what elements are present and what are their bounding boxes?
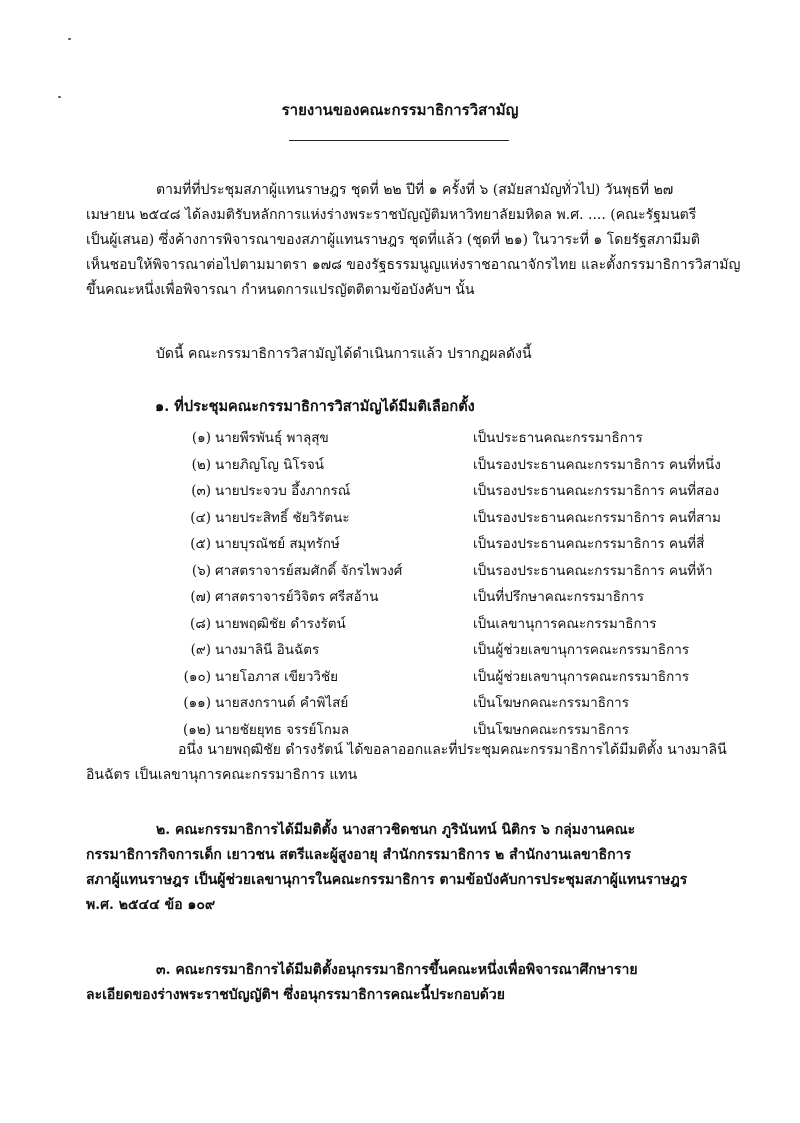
member-row	[165, 637, 765, 664]
note-paragraph	[86, 738, 748, 788]
note-line: อินฉัตร เป็นเลขานุการคณะกรรมาธิการ แทน	[86, 767, 358, 783]
member-role: เป็นรองประธานคณะกรรมาธิการ คนที่สอง	[473, 483, 720, 499]
member-row	[165, 558, 765, 585]
intro-line: เมษายน ๒๕๔๘ ได้ลงมติรับหลักการแห่งร่างพระราชบัญญัติมหาวิทยาลัยมหิดล พ.ศ. .... (คณะรัฐมนตรี	[86, 207, 697, 223]
member-role: เป็นรองประธานคณะกรรมาธิการ คนที่สาม	[473, 509, 721, 526]
intro-line: เป็นผู้เสนอ) ซึ่งค้างการพิจารณาของสภาผู้แทนราษฎร ชุดที่แล้ว (ชุดที่ ๒๑) ในวาระที่ ๑ โดยรัฐสภามีมติ	[86, 232, 700, 248]
member-name: นายพฤฒิชัย ดำรงรัตน์	[215, 615, 346, 632]
member-row	[165, 478, 765, 505]
member-name: นายโอภาส เขียววิชัย	[215, 668, 339, 685]
member-role: เป็นรองประธานคณะกรรมาธิการ คนที่สี่	[473, 536, 705, 552]
member-row	[165, 611, 765, 638]
section-2-line: สภาผู้แทนราษฎร เป็นผู้ช่วยเลขานุการในคณะกรรมาธิการ ตามข้อบังคับการประชุมสภาผู้แทนราษฎร	[86, 872, 688, 888]
member-role: เป็นที่ปรึกษาคณะกรรมาธิการ	[473, 589, 644, 605]
intro-line: ตามที่ที่ประชุมสภาผู้แทนราษฎร ชุดที่ ๒๒ ปีที่ ๑ ครั้งที่ ๖ (สมัยสามัญทั่วไป) วันพุธที่ ๒๗	[156, 182, 674, 198]
member-role: เป็นเลขานุการคณะกรรมาธิการ	[473, 615, 657, 632]
member-name: นายสงกรานต์ คำพิไสย์	[215, 695, 349, 711]
member-name: นายภิญโญ นิโรจน์	[215, 456, 325, 473]
section-2-line: กรรมาธิการกิจการเด็ก เยาวชน สตรีและผู้สูงอายุ สำนักกรรมาธิการ ๒ สำนักงานเลขาธิการ	[86, 847, 631, 863]
member-role: เป็นรองประธานคณะกรรมาธิการ คนที่หนึ่ง	[473, 456, 721, 473]
document-title: รายงานของคณะกรรมาธิการวิสามัญ	[281, 101, 519, 119]
member-number: (๔)	[190, 509, 211, 526]
member-number: (๗)	[190, 589, 211, 605]
member-row	[165, 664, 765, 691]
member-role: เป็นผู้ช่วยเลขานุการคณะกรรมาธิการ	[473, 642, 690, 658]
member-number: (๑)	[191, 430, 211, 446]
member-row	[165, 452, 765, 479]
member-role: เป็นผู้ช่วยเลขานุการคณะกรรมาธิการ	[473, 668, 690, 685]
member-number: (๓)	[191, 483, 211, 499]
member-name: ศาสตราจารย์วิจิตร ศรีสอ้าน	[215, 589, 379, 605]
member-row	[165, 505, 765, 532]
scan-speck	[68, 38, 71, 40]
member-name: นางมาลินี อินฉัตร	[215, 642, 320, 658]
intro-line: ขึ้นคณะหนึ่งเพื่อพิจารณา กำหนดการแปรญัตติตามข้อบังคับฯ นั้น	[86, 282, 475, 298]
member-name: นายพีรพันธุ์ พาลุสุข	[215, 430, 329, 446]
member-number: (๑๑)	[183, 695, 211, 711]
section-3-line: ๓. คณะกรรมาธิการได้มีมติตั้งอนุกรรมาธิการขึ้นคณะหนึ่งเพื่อพิจารณาศึกษาราย	[156, 962, 638, 978]
member-number: (๑๒)	[182, 721, 211, 738]
member-name: นายประสิทธิ์ ชัยวิรัตนะ	[215, 509, 350, 526]
member-number: (๒)	[191, 456, 211, 473]
member-role: เป็นโฆษกคณะกรรมาธิการ	[473, 721, 629, 738]
member-name: ศาสตราจารย์สมศักดิ์ จักรไพวงศ์	[215, 562, 403, 579]
intro-line: เห็นชอบให้พิจารณาต่อไปตามมาตรา ๑๗๘ ของรัฐธรรมนูญแห่งราชอาณาจักรไทย และตั้งกรรมาธิการวิสามัญ	[86, 257, 741, 273]
member-row	[165, 690, 765, 717]
member-name: นายชัยยุทธ จรรย์โกมล	[215, 721, 350, 738]
title-underline	[289, 140, 509, 141]
member-row	[165, 531, 765, 558]
member-number: (๕)	[190, 536, 211, 552]
member-number: (๖)	[191, 562, 211, 579]
intro-paragraph	[86, 178, 748, 303]
member-number: (๑๐)	[183, 668, 211, 685]
result-paragraph	[86, 342, 748, 367]
section-2-paragraph	[86, 818, 748, 918]
member-row	[165, 584, 765, 611]
member-number: (๙)	[190, 642, 211, 658]
member-number: (๘)	[190, 615, 211, 632]
member-row	[165, 425, 765, 452]
section-3-line: ละเอียดของร่างพระราชบัญญัติฯ ซึ่งอนุกรรมาธิการคณะนี้ประกอบด้วย	[86, 987, 505, 1003]
section-1-heading: ๑. ที่ประชุมคณะกรรมาธิการวิสามัญได้มีมติเลือกตั้ง	[155, 398, 475, 415]
note-line: อนึ่ง นายพฤฒิชัย ดำรงรัตน์ ได้ขอลาออกและที่ประชุมคณะกรรมาธิการได้มีมติตั้ง นางมาลินี	[178, 742, 727, 758]
section-3-paragraph	[86, 958, 748, 1008]
member-role: เป็นรองประธานคณะกรรมาธิการ คนที่ห้า	[473, 562, 713, 579]
section-2-line: พ.ศ. ๒๕๔๔ ข้อ ๑๐๙	[86, 897, 216, 913]
committee-member-list	[165, 425, 765, 743]
result-line: บัดนี้ คณะกรรมาธิการวิสามัญได้ดำเนินการแล้ว ปรากฏผลดังนี้	[156, 346, 532, 362]
member-role: เป็นประธานคณะกรรมาธิการ	[473, 430, 643, 446]
member-role: เป็นโฆษกคณะกรรมาธิการ	[473, 695, 629, 711]
member-name: นายประจวบ อึ้งภากรณ์	[215, 483, 351, 499]
member-name: นายบุรณัชย์ สมุทรักษ์	[215, 536, 340, 552]
section-2-line: ๒. คณะกรรมาธิการได้มีมติตั้ง นางสาวชิดชนก ภูรินันทน์ นิติกร ๖ กลุ่มงานคณะ	[156, 822, 636, 838]
